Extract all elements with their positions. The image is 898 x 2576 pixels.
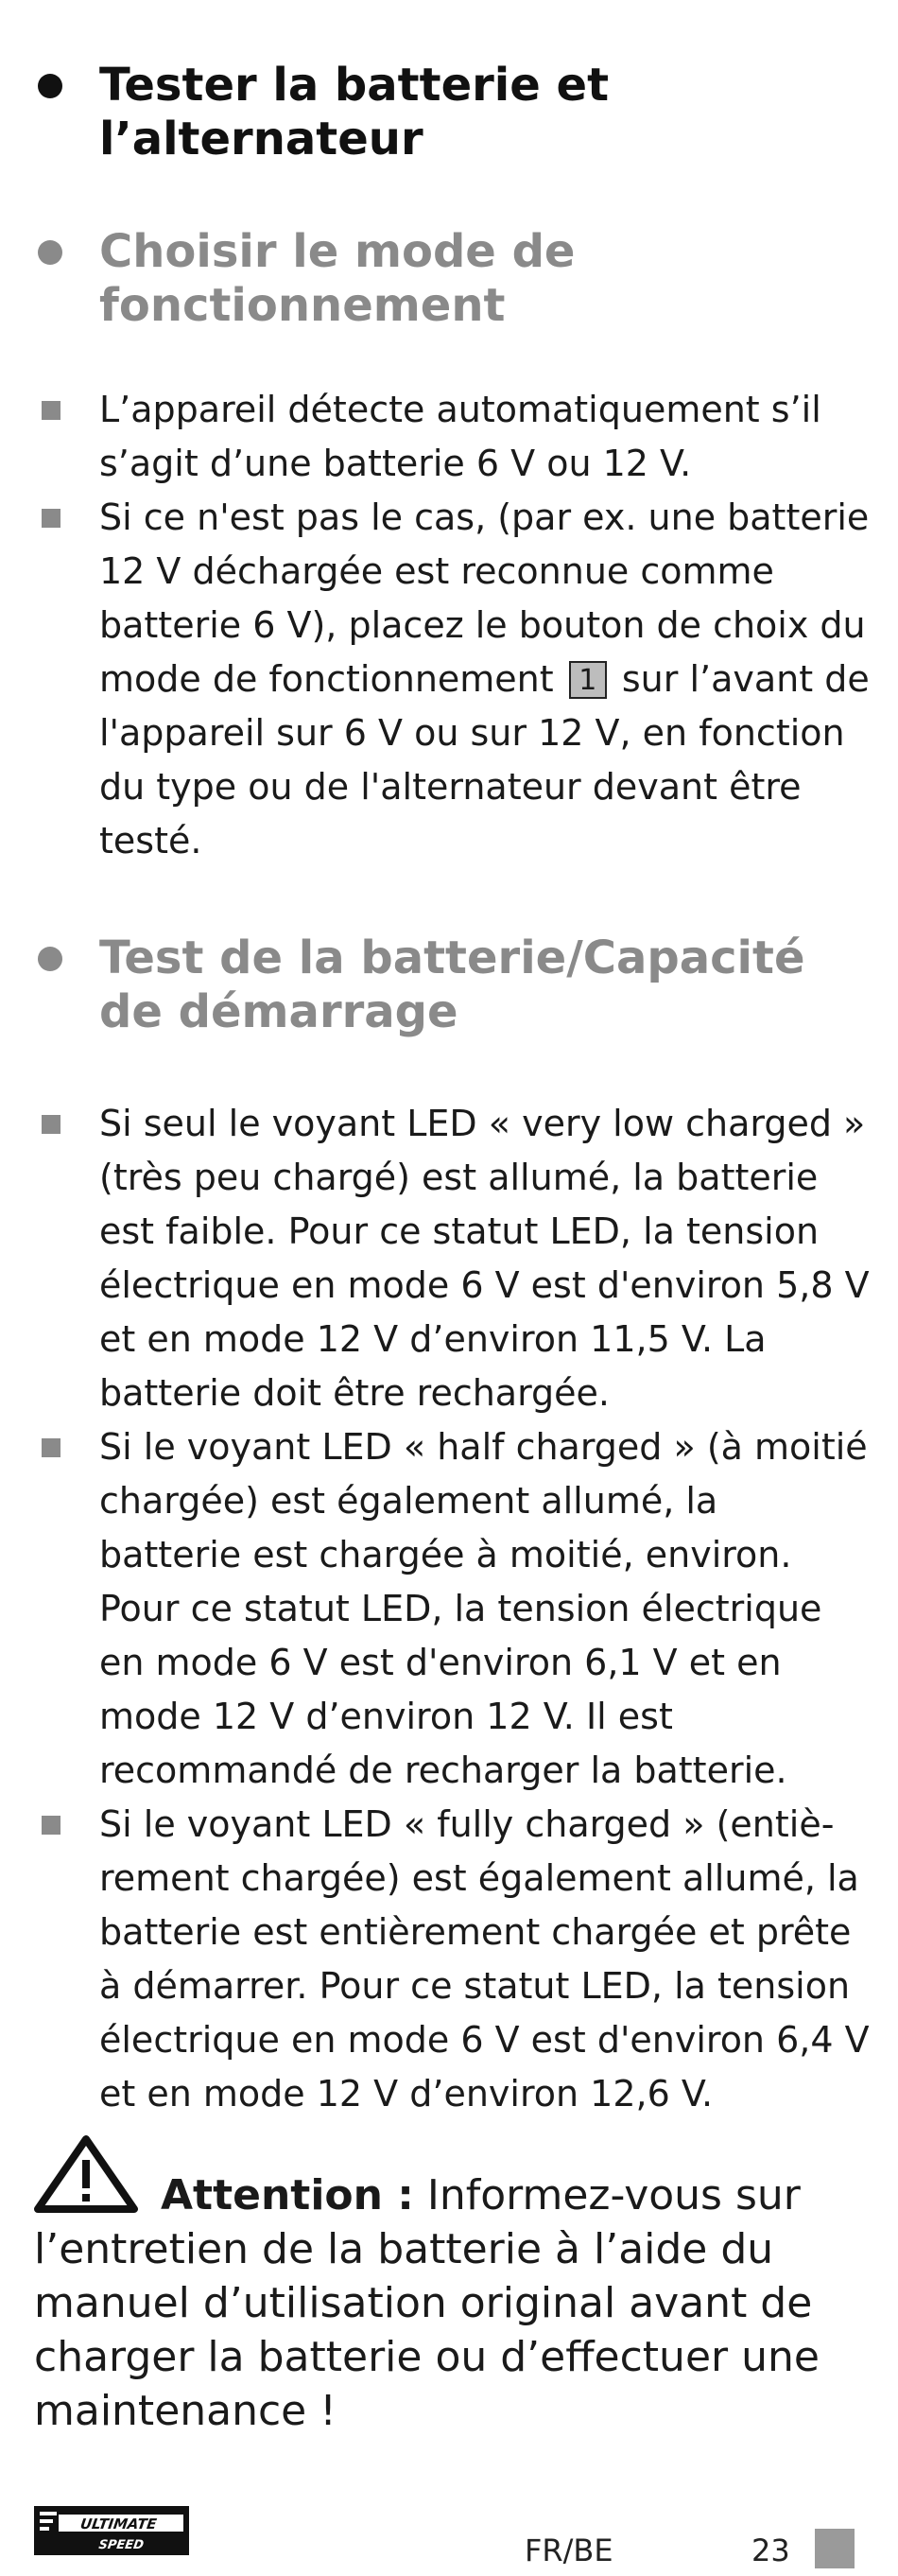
list-item bbox=[38, 491, 870, 868]
section-title: Choisir le mode de fonctionnement bbox=[99, 225, 576, 332]
control-reference-badge: 1 bbox=[569, 661, 607, 699]
section-title: Test de la batterie/Capacité de démarrage bbox=[99, 931, 805, 1038]
warning-triangle-icon bbox=[34, 2135, 138, 2213]
warning-note bbox=[34, 2135, 866, 2438]
list-item bbox=[38, 383, 870, 491]
svg-text:ULTIMATE: ULTIMATE bbox=[78, 2515, 158, 2532]
page-number: 23 bbox=[751, 2532, 790, 2568]
footer-locale: FR/BE bbox=[525, 2532, 613, 2568]
list-item bbox=[38, 1097, 870, 1420]
list-item-text: Si seul le voyant LED « very low charged » (très peu chargé) est allumé, la batterie est faible. Pour ce statut LED, la tension électrique en mode 6 V est d'environ 5,8 V et en mode 12 V d’environ 11,5 V. La batterie doit être rechargée. bbox=[99, 1103, 870, 1414]
square-bullet-icon bbox=[42, 1438, 60, 1457]
list-item bbox=[38, 1798, 870, 2121]
list-item-text: sur l’avant de l'appareil sur 6 V ou sur 12 V, en fonction du type ou de l'alternateur devant être testé. bbox=[99, 658, 870, 862]
bullet-dot-icon bbox=[38, 240, 62, 265]
page-marker-square bbox=[815, 2529, 855, 2568]
section-title: Tester la batterie et l’alternateur bbox=[99, 59, 610, 165]
warning-text: Informez-vous sur l’entretien de la batterie à l’aide du manuel d’utilisation original avant de charger la batterie ou d’effectuer une maintenance ! bbox=[34, 2171, 820, 2435]
list-item-text: Si ce n'est pas le cas, (par ex. une batterie 12 V déchargée est reconnue comme batterie 6 V), placez le bouton de choix du mode de fonctionnement bbox=[99, 496, 870, 700]
square-bullet-icon bbox=[42, 1816, 60, 1835]
square-bullet-icon bbox=[42, 509, 60, 528]
bullet-dot-icon bbox=[38, 947, 62, 971]
square-bullet-icon bbox=[42, 401, 60, 420]
svg-text:SPEED: SPEED bbox=[97, 2538, 145, 2552]
section-heading-main bbox=[38, 59, 870, 166]
warning-title: Attention : bbox=[161, 2171, 414, 2219]
mode-list bbox=[38, 383, 870, 868]
section-heading-test bbox=[38, 931, 870, 1039]
list-item-text: Si le voyant LED « fully charged » (entiè-rement chargée) est également allumé, la batterie est entièrement chargée et prête à démarrer. Pour ce statut LED, la tension électrique en mode 6 V est d'environ 6,4 V et en mode 12 V d’environ 12,6 V. bbox=[99, 1803, 870, 2115]
list-item-text: L’appareil détecte automatiquement s’il s’agit d’une batterie 6 V ou 12 V. bbox=[99, 389, 821, 484]
brand-logo bbox=[34, 2506, 189, 2555]
bullet-dot-icon bbox=[38, 74, 62, 98]
list-item-text: Si le voyant LED « half charged » (à moitié chargée) est également allumé, la batterie est chargée à moitié, environ. Pour ce statut LED, la tension électrique en mode 6 V est d'environ 6,1 V et en mode 12 V d’environ 12 V. Il est recommandé de recharger la batterie. bbox=[99, 1426, 868, 1791]
test-list bbox=[38, 1097, 870, 2121]
section-heading-mode bbox=[38, 225, 870, 333]
square-bullet-icon bbox=[42, 1115, 60, 1134]
list-item bbox=[38, 1420, 870, 1798]
